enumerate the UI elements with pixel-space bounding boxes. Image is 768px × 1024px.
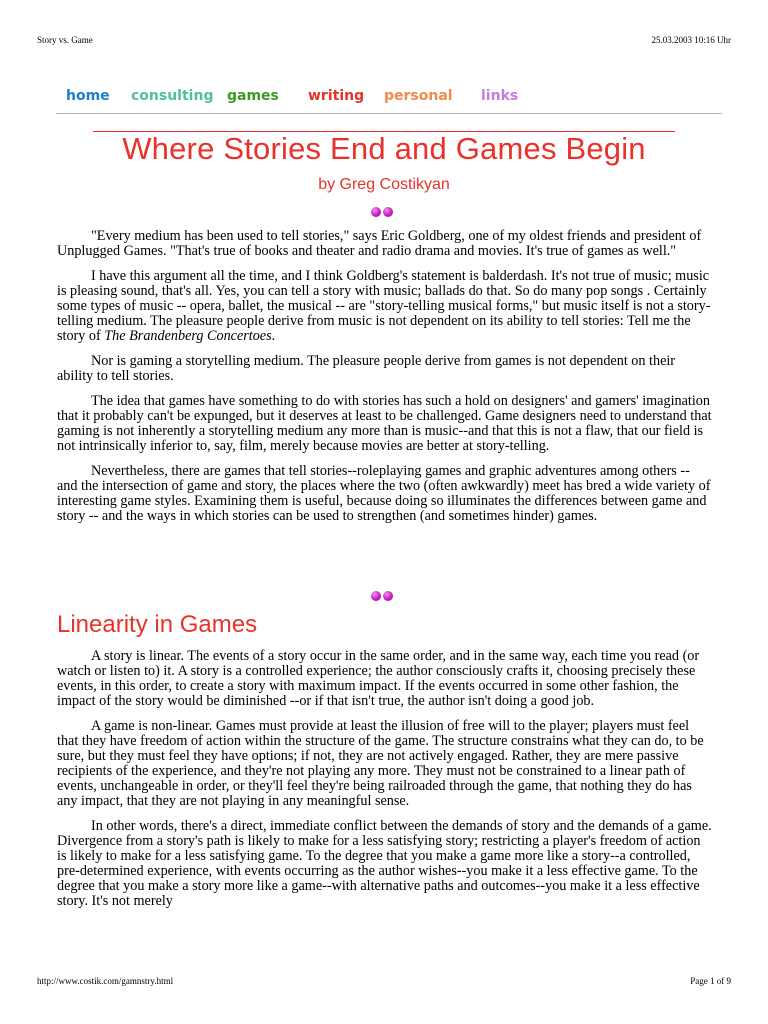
paragraph: Nor is gaming a storytelling medium. The pleasure people derive from games is not dependent on their ability to tell stories.: [57, 353, 676, 384]
paragraph-text: I have this argument all the time, and I think Goldberg's statement is balderdash. It's not true of music; music is pleasing sound, that's all. Yes, you can tell a story with music; ballads do that. So do many pop songs . Certainly some types of music -- opera, ballet, the musical -- are "story-telling musical forms," but music itself is not a story-telling medium. The pleasure people derive from music is not dependent on its ability to tell stories: Tell me the story of: [57, 268, 711, 344]
paragraph: A game is non-linear. Games must provide at least the illusion of free will to the player; players must feel that they have freedom of action within the structure of the game. The structure constrains what they can do, to be sure, but they must feel they have options; if not, they are not actively engaged. Rather, they are mere passive recipients of the experience, and they're not playing any more. They must not be constrained to a linear path of events, unchangeable in order, or they'll feel they're being railroaded through the game, that nothing they do has any impact, that they are not playing in any meaningful sense.: [57, 718, 704, 809]
ornament-dot-icon: [371, 207, 381, 217]
paragraph: In other words, there's a direct, immediate conflict between the demands of story and the demands of a game. Divergence from a story's path is likely to make for a less satisfying story; restricting a player's freedom of action is likely to make for a less satisfying game. To the degree that you make a game more like a story--a controlled, pre-determined experience, with events occurring as the author wishes--you make it a less effective game. To the degree that you make a story more like a game--with alternative paths and outcomes--you make it a less effective story. It's not merely: [57, 818, 712, 909]
paragraph: "Every medium has been used to tell stories," says Eric Goldberg, one of my oldest friends and president of Unplugged Games. "That's true of books and theater and radio drama and movies. It's true of games as well.": [57, 228, 702, 259]
print-header-title: Story vs. Game: [37, 35, 93, 45]
ornament-dot-icon: [371, 591, 381, 601]
paragraph: Nevertheless, there are games that tell stories--roleplaying games and graphic adventures among others -- and the intersection of game and story, the places where the two (often awkwardly) meet has bred a wide variety of interesting game styles. Examining them is useful, because doing so illuminates the differences between game and story -- and the ways in which stories can be used to strengthen (and sometimes hinder) games.: [57, 463, 711, 524]
article-title: Where Stories End and Games Begin: [122, 131, 646, 166]
paragraph: A story is linear. The events of a story occur in the same order, and in the same way, each time you read (or watch or listen to) it. A story is a controlled experience; the author consciously crafts it, choosing precisely these events, in this order, to create a story with maximum impact. If the events occurred in some other fashion, the impact of the story would be diminished --or if that isn't true, the author isn't doing a good job.: [57, 648, 700, 709]
nav-link-personal[interactable]: personal: [384, 88, 453, 104]
nav-link-games[interactable]: games: [227, 88, 279, 104]
intro-text: [57, 229, 712, 534]
nav-link-consulting[interactable]: consulting: [131, 88, 214, 104]
print-header-timestamp: 25.03.2003 10:16 Uhr: [651, 35, 731, 45]
section-text: [57, 649, 712, 919]
ornament-dot-icon: [383, 591, 393, 601]
paragraph-end: .: [271, 328, 276, 344]
article-byline: by Greg Costikyan: [318, 176, 450, 193]
header-divider: [56, 113, 722, 114]
paragraph: [57, 269, 712, 344]
paragraph: The idea that games have something to do with stories has such a hold on designers' and gamers' imagination that it probably can't be expunged, but it deserves at least to be challenged. Game designers need to understand that gaming is not inherently a storytelling medium any more than is music--and that this is not a flaw, that our field is not intrinsically inferior to, say, film, merely because movies are better at story-telling.: [57, 393, 712, 454]
ornament-dots-mid: [371, 591, 397, 601]
print-footer-url: http://www.costik.com/gamnstry.html: [37, 976, 174, 986]
print-footer-page: Page 1 of 9: [690, 976, 731, 986]
ornament-dots-top: [371, 207, 397, 217]
section-heading: Linearity in Games: [57, 611, 258, 638]
nav-link-writing[interactable]: writing: [308, 88, 365, 104]
work-title: The Brandenberg Concertoes: [104, 328, 272, 344]
nav-link-home[interactable]: home: [66, 88, 110, 104]
nav-link-links[interactable]: links: [481, 88, 519, 104]
ornament-dot-icon: [383, 207, 393, 217]
